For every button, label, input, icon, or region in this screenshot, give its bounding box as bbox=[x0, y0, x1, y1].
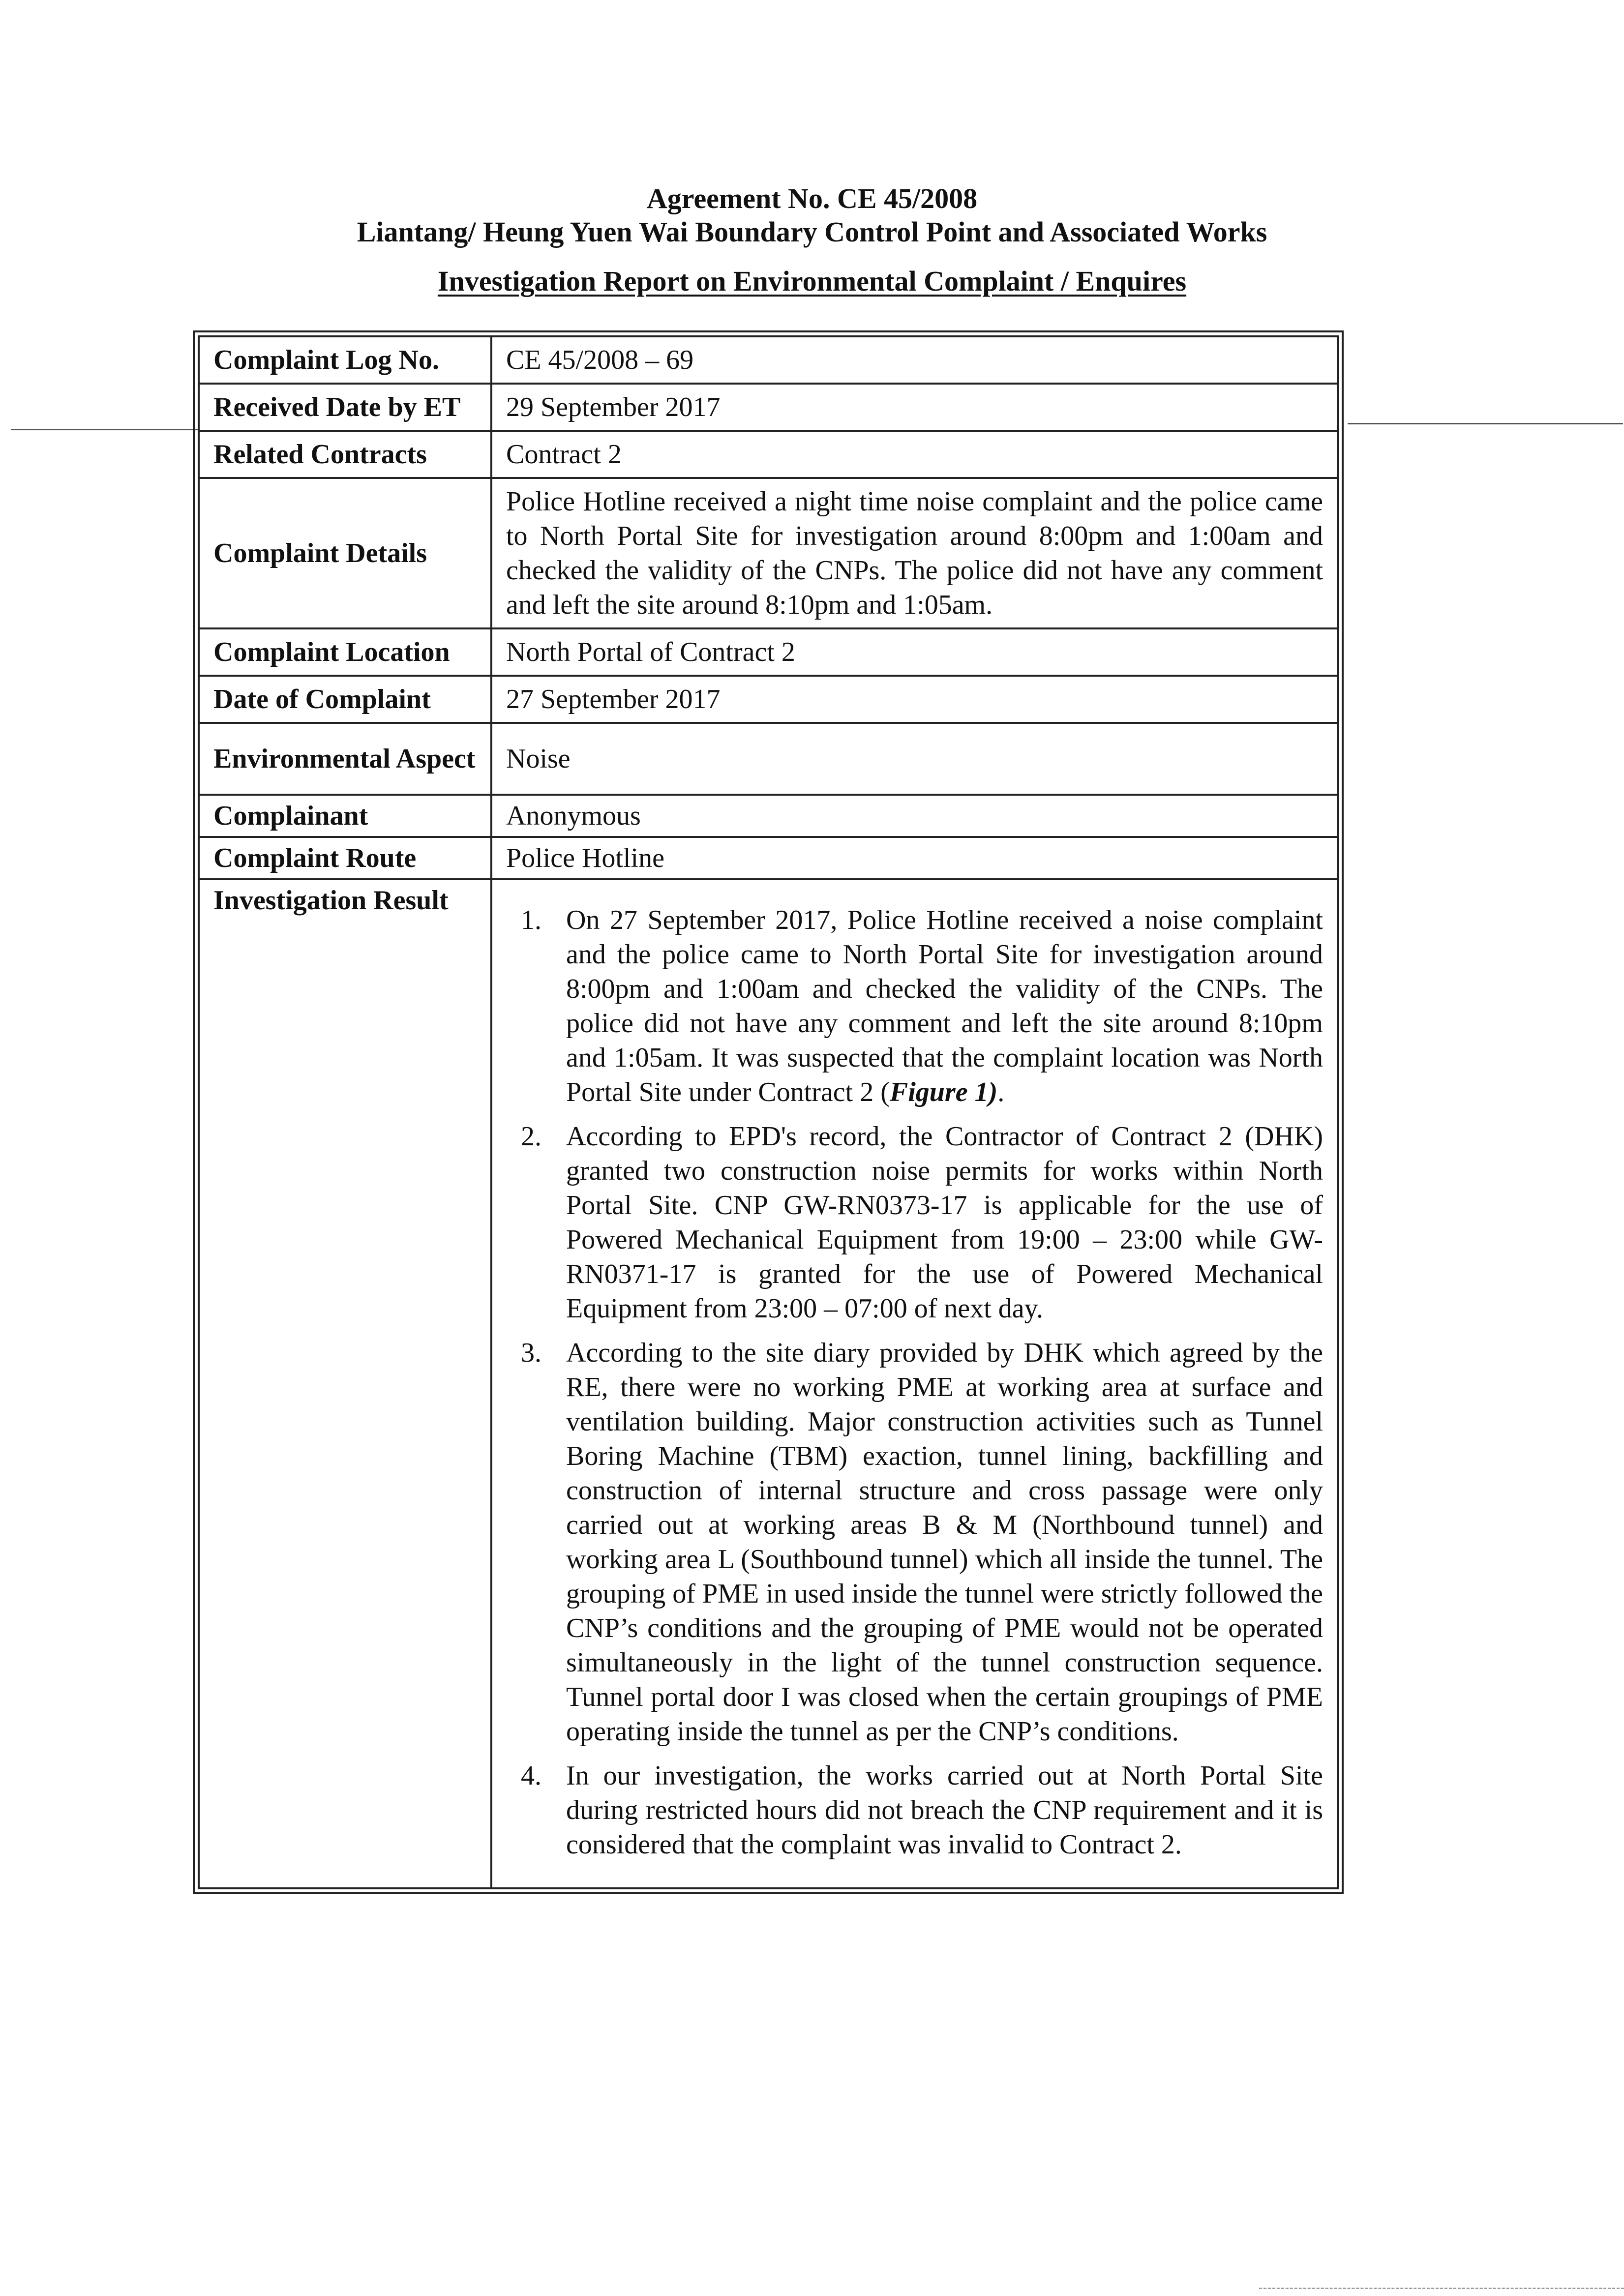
investigation-result-cell bbox=[491, 879, 1338, 1888]
row-label: Complaint Route bbox=[199, 837, 491, 879]
table-row bbox=[199, 723, 1338, 795]
list-item bbox=[506, 1336, 1323, 1749]
report-title-text: Investigation Report on Environmental Complaint / Enquires bbox=[437, 265, 1187, 297]
row-label: Complaint Details bbox=[199, 478, 491, 628]
table-row bbox=[199, 795, 1338, 837]
table-row bbox=[199, 837, 1338, 879]
table-row bbox=[199, 478, 1338, 628]
row-value: 29 September 2017 bbox=[491, 384, 1338, 431]
report-title bbox=[0, 264, 1624, 299]
scan-artifact-line bbox=[1348, 423, 1623, 424]
item-text: On 27 September 2017, Police Hotline received a noise complaint and the police came to North Portal Site for investigation around 8:00pm and 1:00am and checked the validity of the CNPs. The police did not have any comment and left the site around 8:10pm and 1:05am. It was suspected that the complaint location was North Portal Site under Contract 2 ( bbox=[566, 905, 1323, 1107]
scan-artifact-dashes bbox=[1259, 2288, 1624, 2289]
table-row bbox=[199, 676, 1338, 723]
complaint-table-frame bbox=[193, 330, 1344, 1894]
item-text: According to the site diary provided by DHK which agreed by the RE, there were no working PME at working area at surface and ventilation building. Major construction activities such as Tunnel Boring Machine (TBM) exaction, tunnel lining, backfilling and construction of internal structure and cross passage were only carried out at working areas B & M (Northbound tunnel) and working area L (Southbound tunnel) which all inside the tunnel. The grouping of PME in used inside the tunnel were strictly followed the CNP’s conditions and the grouping of PME would not be operated simultaneously in the light of the tunnel construction sequence. Tunnel portal door I was closed when the certain groupings of PME operating inside the tunnel as per the CNP’s conditions. bbox=[566, 1338, 1323, 1747]
item-number: 3. bbox=[521, 1338, 541, 1368]
row-value: Police Hotline bbox=[491, 837, 1338, 879]
scan-artifact-line bbox=[11, 429, 198, 430]
item-number: 1. bbox=[521, 905, 541, 935]
row-label: Environmental Aspect bbox=[199, 723, 491, 795]
investigation-result-list bbox=[506, 903, 1323, 1862]
figure-reference: Figure 1) bbox=[889, 1077, 998, 1107]
item-text: According to EPD's record, the Contractor of Contract 2 (DHK) granted two construction noise permits for works within North Portal Site. CNP GW-RN0373-17 is applicable for the use of Powered Mechanical Equipment from 19:00 – 23:00 while GW-RN0371-17 is granted for the use of Powered Mechanical Equipment from 23:00 – 07:00 of next day. bbox=[566, 1121, 1323, 1324]
row-label: Complainant bbox=[199, 795, 491, 837]
row-value: Noise bbox=[491, 723, 1338, 795]
row-label: Complaint Location bbox=[199, 628, 491, 676]
item-number: 2. bbox=[521, 1121, 541, 1152]
row-value: North Portal of Contract 2 bbox=[491, 628, 1338, 676]
row-value: CE 45/2008 – 69 bbox=[491, 336, 1338, 384]
table-row bbox=[199, 384, 1338, 431]
row-value: 27 September 2017 bbox=[491, 676, 1338, 723]
row-label: Received Date by ET bbox=[199, 384, 491, 431]
item-number: 4. bbox=[521, 1760, 541, 1791]
table-row bbox=[199, 336, 1338, 384]
project-title: Liantang/ Heung Yuen Wai Boundary Control Point and Associated Works bbox=[357, 216, 1267, 248]
item-text: In our investigation, the works carried out at North Portal Site during restricted hours did not breach the CNP requirement and it is considered that the complaint was invalid to Contract 2. bbox=[566, 1760, 1323, 1860]
row-value: Anonymous bbox=[491, 795, 1338, 837]
row-value: Contract 2 bbox=[491, 431, 1338, 478]
row-label: Investigation Result bbox=[199, 879, 491, 1888]
agreement-number: Agreement No. CE 45/2008 bbox=[646, 182, 978, 214]
list-item bbox=[506, 1759, 1323, 1862]
item-suffix: . bbox=[997, 1077, 1005, 1107]
row-value: Police Hotline received a night time noise complaint and the police came to North Portal Site for investigation around 8:00pm and 1:00am and checked the validity of the CNPs. The police did not have any comment and left the site around 8:10pm and 1:05am. bbox=[491, 478, 1338, 628]
list-item bbox=[506, 1119, 1323, 1326]
table-row bbox=[199, 431, 1338, 478]
row-label: Complaint Log No. bbox=[199, 336, 491, 384]
complaint-table bbox=[198, 335, 1339, 1889]
table-row bbox=[199, 879, 1338, 1888]
row-label: Date of Complaint bbox=[199, 676, 491, 723]
table-row bbox=[199, 628, 1338, 676]
row-label: Related Contracts bbox=[199, 431, 491, 478]
list-item bbox=[506, 903, 1323, 1109]
